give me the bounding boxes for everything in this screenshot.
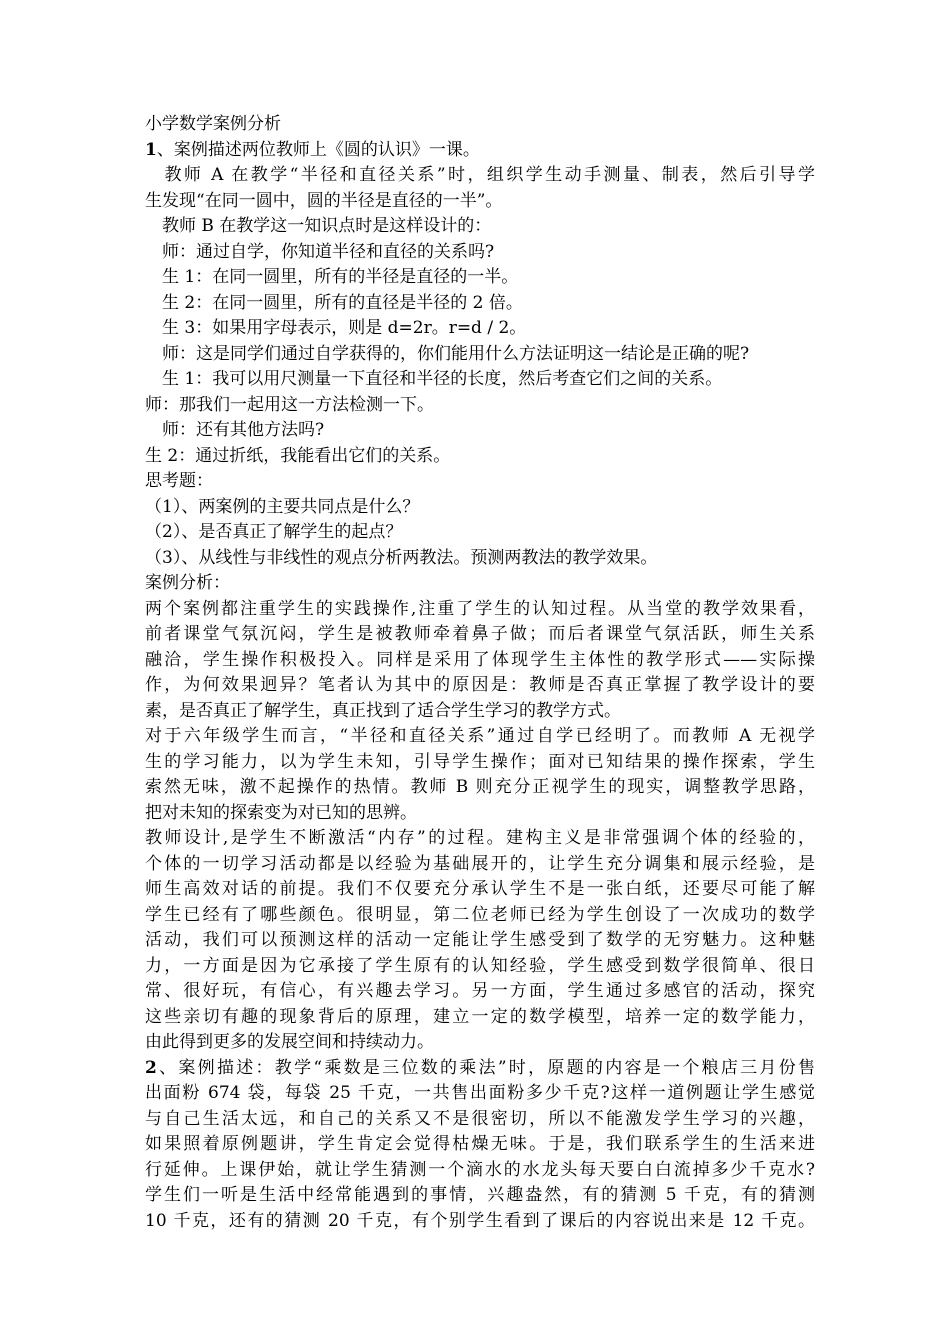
text-line: 师生高效对话的前提。我们不仅要充分承认学生不是一张白纸，还要尽可能了解 <box>145 879 815 899</box>
teacher-a-line-1: 教师 A 在教学“半径和直径关系”时，组织学生动手测量、制表，然后引导学 <box>145 165 815 185</box>
dialog-line: 师：那我们一起用这一方法检测一下。 <box>145 394 434 415</box>
case2-number: 2 <box>145 1057 157 1078</box>
analysis-paragraph-1 <box>145 597 815 725</box>
text-line: 把对未知的探索变为对已知的思辨。 <box>145 802 417 823</box>
case1-heading <box>145 138 815 164</box>
text-line: 常、很好玩，有信心，有兴趣去学习。另一方面，学生通过多感官的活动，探究 <box>145 981 815 1001</box>
case1-heading-text: 、案例描述两位教师上《圆的认识》一课。 <box>156 139 480 160</box>
text-line: 索然无味，激不起操作的热情。教师 B 则充分正视学生的现实，调整教学思路， <box>145 777 815 797</box>
case1-number: 1 <box>145 139 157 160</box>
text-line: 活动，我们可以预测这样的活动一定能让学生感受到了数学的无穷魅力。这种魅 <box>145 930 815 950</box>
text-line: 教师设计,是学生不断激活“内存”的过程。建构主义是非常强调个体的经验的， <box>145 828 815 848</box>
question-item: （3）、从线性与非线性的观点分析两教法。预测两教法的教学效果。 <box>145 547 658 568</box>
text-line: 如果照着原例题讲，学生肯定会觉得枯燥无味。于是，我们联系学生的生活来进 <box>145 1134 815 1154</box>
dialog-line: 生 2：通过折纸，我能看出它们的关系。 <box>145 445 451 466</box>
text-line: 融洽，学生操作积极投入。同样是采用了体现学生主体性的教学形式——实际操 <box>145 649 815 670</box>
dialog-line: 师：通过自学，你知道半径和直径的关系吗? <box>145 241 495 262</box>
analysis-heading: 案例分析： <box>145 573 230 593</box>
text-line: 学生已经有了哪些颜色。很明显，第二位老师已经为学生创设了一次成功的数学 <box>145 904 815 925</box>
text-line: 对于六年级学生而言，“半径和直径关系”通过自学已经明了。而教师 A 无视学 <box>145 726 815 746</box>
analysis-paragraph-3 <box>145 826 815 1056</box>
question-item: （1）、两案例的主要共同点是什么？ <box>145 496 420 517</box>
text-line: 这些亲切有趣的现象背后的原理，建立一定的数学模型，培养一定的数学能力， <box>145 1006 815 1027</box>
text-line: 学生们一听是生活中经常能遇到的事情，兴趣盎然，有的猜测 5 千克，有的猜测 <box>145 1185 815 1205</box>
text-line: 力，一方面是因为它承接了学生原有的认知经验，学生感受到数学很简单、很日 <box>145 955 815 976</box>
text-line: 个体的一切学习活动都是以经验为基础展开的，让学生充分调集和展示经验，是 <box>145 853 815 874</box>
question-item: （2）、是否真正了解学生的起点？ <box>145 522 403 542</box>
text-line: 行延伸。上课伊始，就让学生猜测一个滴水的水龙头每天要白白流掉多少千克水? <box>145 1159 815 1180</box>
text-line: 出面粉 674 袋，每袋 25 千克，一共售出面粉多少千克?这样一道例题让学生感觉 <box>145 1083 815 1103</box>
dialog-line: 生 3：如果用字母表示，则是 d=2r。r=d / 2。 <box>145 318 527 338</box>
text-span: 、案例描述：教学“乘数是三位数的乘法”时，原题的内容是一个粮店三月份售 <box>156 1057 815 1078</box>
dialog-line: 师：还有其他方法吗? <box>145 420 325 440</box>
teacher-a-line-2: 生发现“在同一圆中，圆的半径是直径的一半”。 <box>145 190 503 211</box>
text-line: 与自己生活太远，和自己的关系又不是很密切，所以不能激发学生学习的兴趣， <box>145 1108 815 1129</box>
dialog-line: 生 1：在同一圆里，所有的半径是直径的一半。 <box>145 267 519 287</box>
text-line: 素，是否真正了解学生，真正找到了适合学生学习的教学方式。 <box>145 700 621 721</box>
think-heading: 思考题： <box>145 471 213 491</box>
text-line: 由此得到更多的发展空间和持续动力。 <box>145 1032 434 1052</box>
text-line: 前者课堂气氛沉闷，学生是被教师牵着鼻子做；而后者课堂气氛活跃，师生关系 <box>145 624 815 644</box>
teacher-b-intro: 教师 B 在教学这一知识点时是这样设计的： <box>145 216 492 236</box>
analysis-paragraph-2 <box>145 724 815 826</box>
dialog-line: 生 1：我可以用尺测量一下直径和半径的长度，然后考查它们之间的关系。 <box>145 369 723 389</box>
dialog-line: 生 2：在同一圆里，所有的直径是半径的 2 倍。 <box>145 292 523 313</box>
text-line: 生的学习能力，以为学生未知，引导学生操作；面对已知结果的操作探索，学生 <box>145 751 815 772</box>
dialog-line: 师：这是同学们通过自学获得的，你们能用什么方法证明这一结论是正确的呢? <box>145 343 750 364</box>
document-title: 小学数学案例分析 <box>145 114 281 134</box>
text-line: 两个案例都注重学生的实践操作,注重了学生的认知过程。从当堂的教学效果看， <box>145 598 815 619</box>
document-page <box>145 112 815 1234</box>
case2-paragraph <box>145 1056 815 1235</box>
case2-heading-line <box>145 1056 815 1082</box>
text-line: 作，为何效果迥异？笔者认为其中的原因是：教师是否真正掌握了教学设计的要 <box>145 675 815 695</box>
text-line: 10 千克，还有的猜测 20 千克，有个别学生看到了课后的内容说出来是 12 千克。 <box>145 1210 815 1231</box>
